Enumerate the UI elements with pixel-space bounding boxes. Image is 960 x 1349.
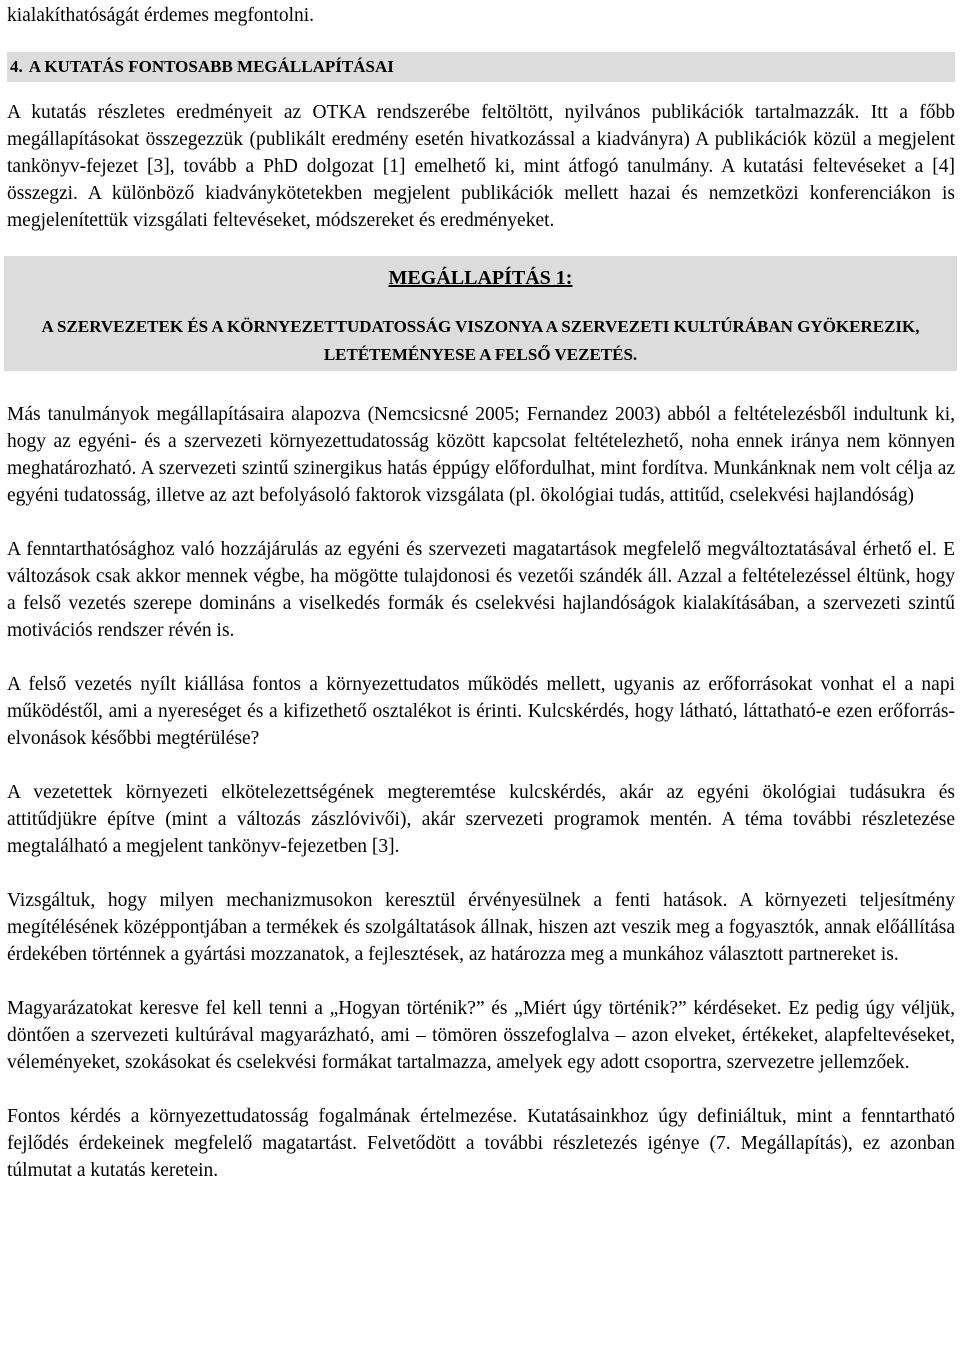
body-paragraph: A fenntarthatósághoz való hozzájárulás az egyéni és szervezeti magatartások megfelelő megváltoztatásával érhető el. E változások csak akkor mennek végbe, ha mögötte tulajdonosi és vezetői szándék áll. Azzal a feltételezéssel éltünk, hogy a felső vezetés szerepe domináns a viselkedés formák és cselekvési hajlandóságok kialakításában, a szervezeti szintű motivációs rendszer révén is. xyxy=(7,539,955,641)
finding-box xyxy=(4,256,957,371)
body-paragraph: Más tanulmányok megállapításaira alapozva (Nemcsicsné 2005; Fernandez 2003) abból a feltételezésből indultunk ki, hogy az egyéni- és a szervezeti környezettudatosság között kapcsolat feltételezhető, noha ennek iránya nem könnyen meghatározható. A szervezeti szintű szinergikus hatás éppúgy előfordulhat, mint fordítva. Munkánknak nem volt célja az egyéni tudatosság, illetve az azt befolyásoló faktorok vizsgálata (pl. ökológiai tudás, attitűd, cselekvési hajlandóság) xyxy=(7,404,955,506)
intro-paragraph: A kutatás részletes eredményeit az OTKA rendszerébe feltöltött, nyilvános publikációk tartalmazzák. Itt a főbb megállapításokat összegezzük (publikált eredmény esetén hivatkozással a kiadványra) A publikációk közül a megjelent tankönyv-fejezet [3], tovább a PhD dolgozat [1] emelhető ki, mint átfogó tanulmány. A kutatási feltevéseket a [4] összegzi. A különböző kiadványkötetekben megjelent publikációk mellett hazai és nemzetközi konferenciákon is megjelenítettük vizsgálati feltevéseket, módszereket és eredményeket. xyxy=(7,102,955,231)
document-page xyxy=(7,0,955,1184)
body-paragraph: A felső vezetés nyílt kiállása fontos a környezettudatos működés mellett, ugyanis az erőforrásokat vonhat el a napi működéstől, ami a nyereséget és a kifizethető osztalékot is érinti. Kulcskérdés, hogy látható, láttatható-e ezen erőforrás-elvonások későbbi megtérülése? xyxy=(7,674,955,749)
body-paragraph: Fontos kérdés a környezettudatosság fogalmának értelmezése. Kutatásainkhoz úgy definiáltuk, mint a fenntartható fejlődés érdekeinek megfelelő magatartást. Felvetődött a további részletezés igénye (7. Megállapítás), ez azonban túlmutat a kutatás keretein. xyxy=(7,1106,955,1181)
body-paragraph: A vezetettek környezeti elkötelezettségének megteremtése kulcskérdés, akár az egyéni ökológiai tudásukra és attitűdjükre építve (mint a változás zászlóvivői), akár szervezeti programok mentén. A téma további részletezése megtalálható a megjelent tankönyv-fejezetben [3]. xyxy=(7,782,955,857)
body-paragraph: Magyarázatokat keresve fel kell tenni a „Hogyan történik?” és „Miért úgy történik?” kérdéseket. Ez pedig úgy véljük, döntően a szervezeti kultúrával magyarázható, ami – tömören összefoglalva – azon elveket, értékeket, alapfeltevéseket, véleményeket, szokásokat és cselekvési formákat tartalmazza, amelyek egy adott csoportra, szervezetre jellemzőek. xyxy=(7,998,955,1073)
finding-subtitle: A SZERVEZETEK ÉS A KÖRNYEZETTUDATOSSÁG VISZONYA A SZERVEZETI KULTÚRÁBAN GYÖKEREZIK, LETÉTEMÉNYESE A FELSŐ VEZETÉS. xyxy=(41,317,920,364)
section-title: A KUTATÁS FONTOSABB MEGÁLLAPÍTÁSAI xyxy=(28,57,394,76)
body-paragraph: Vizsgáltuk, hogy milyen mechanizmusokon keresztül érvényesülnek a fenti hatások. A környezeti teljesítmény megítélésének középpontjában a termékek és szolgáltatások állnak, hiszen azt veszik meg a fogyasztók, annak előállítása érdekében történnek a gyártási mozzanatok, a fejlesztések, az határozza meg a munkához választott partnereket is. xyxy=(7,890,955,965)
continued-text-line: kialakíthatóságát érdemes megfontolni. xyxy=(7,5,315,26)
section-heading xyxy=(7,52,955,82)
finding-title: MEGÁLLAPÍTÁS 1: xyxy=(388,267,573,289)
section-number: 4. xyxy=(10,57,23,76)
